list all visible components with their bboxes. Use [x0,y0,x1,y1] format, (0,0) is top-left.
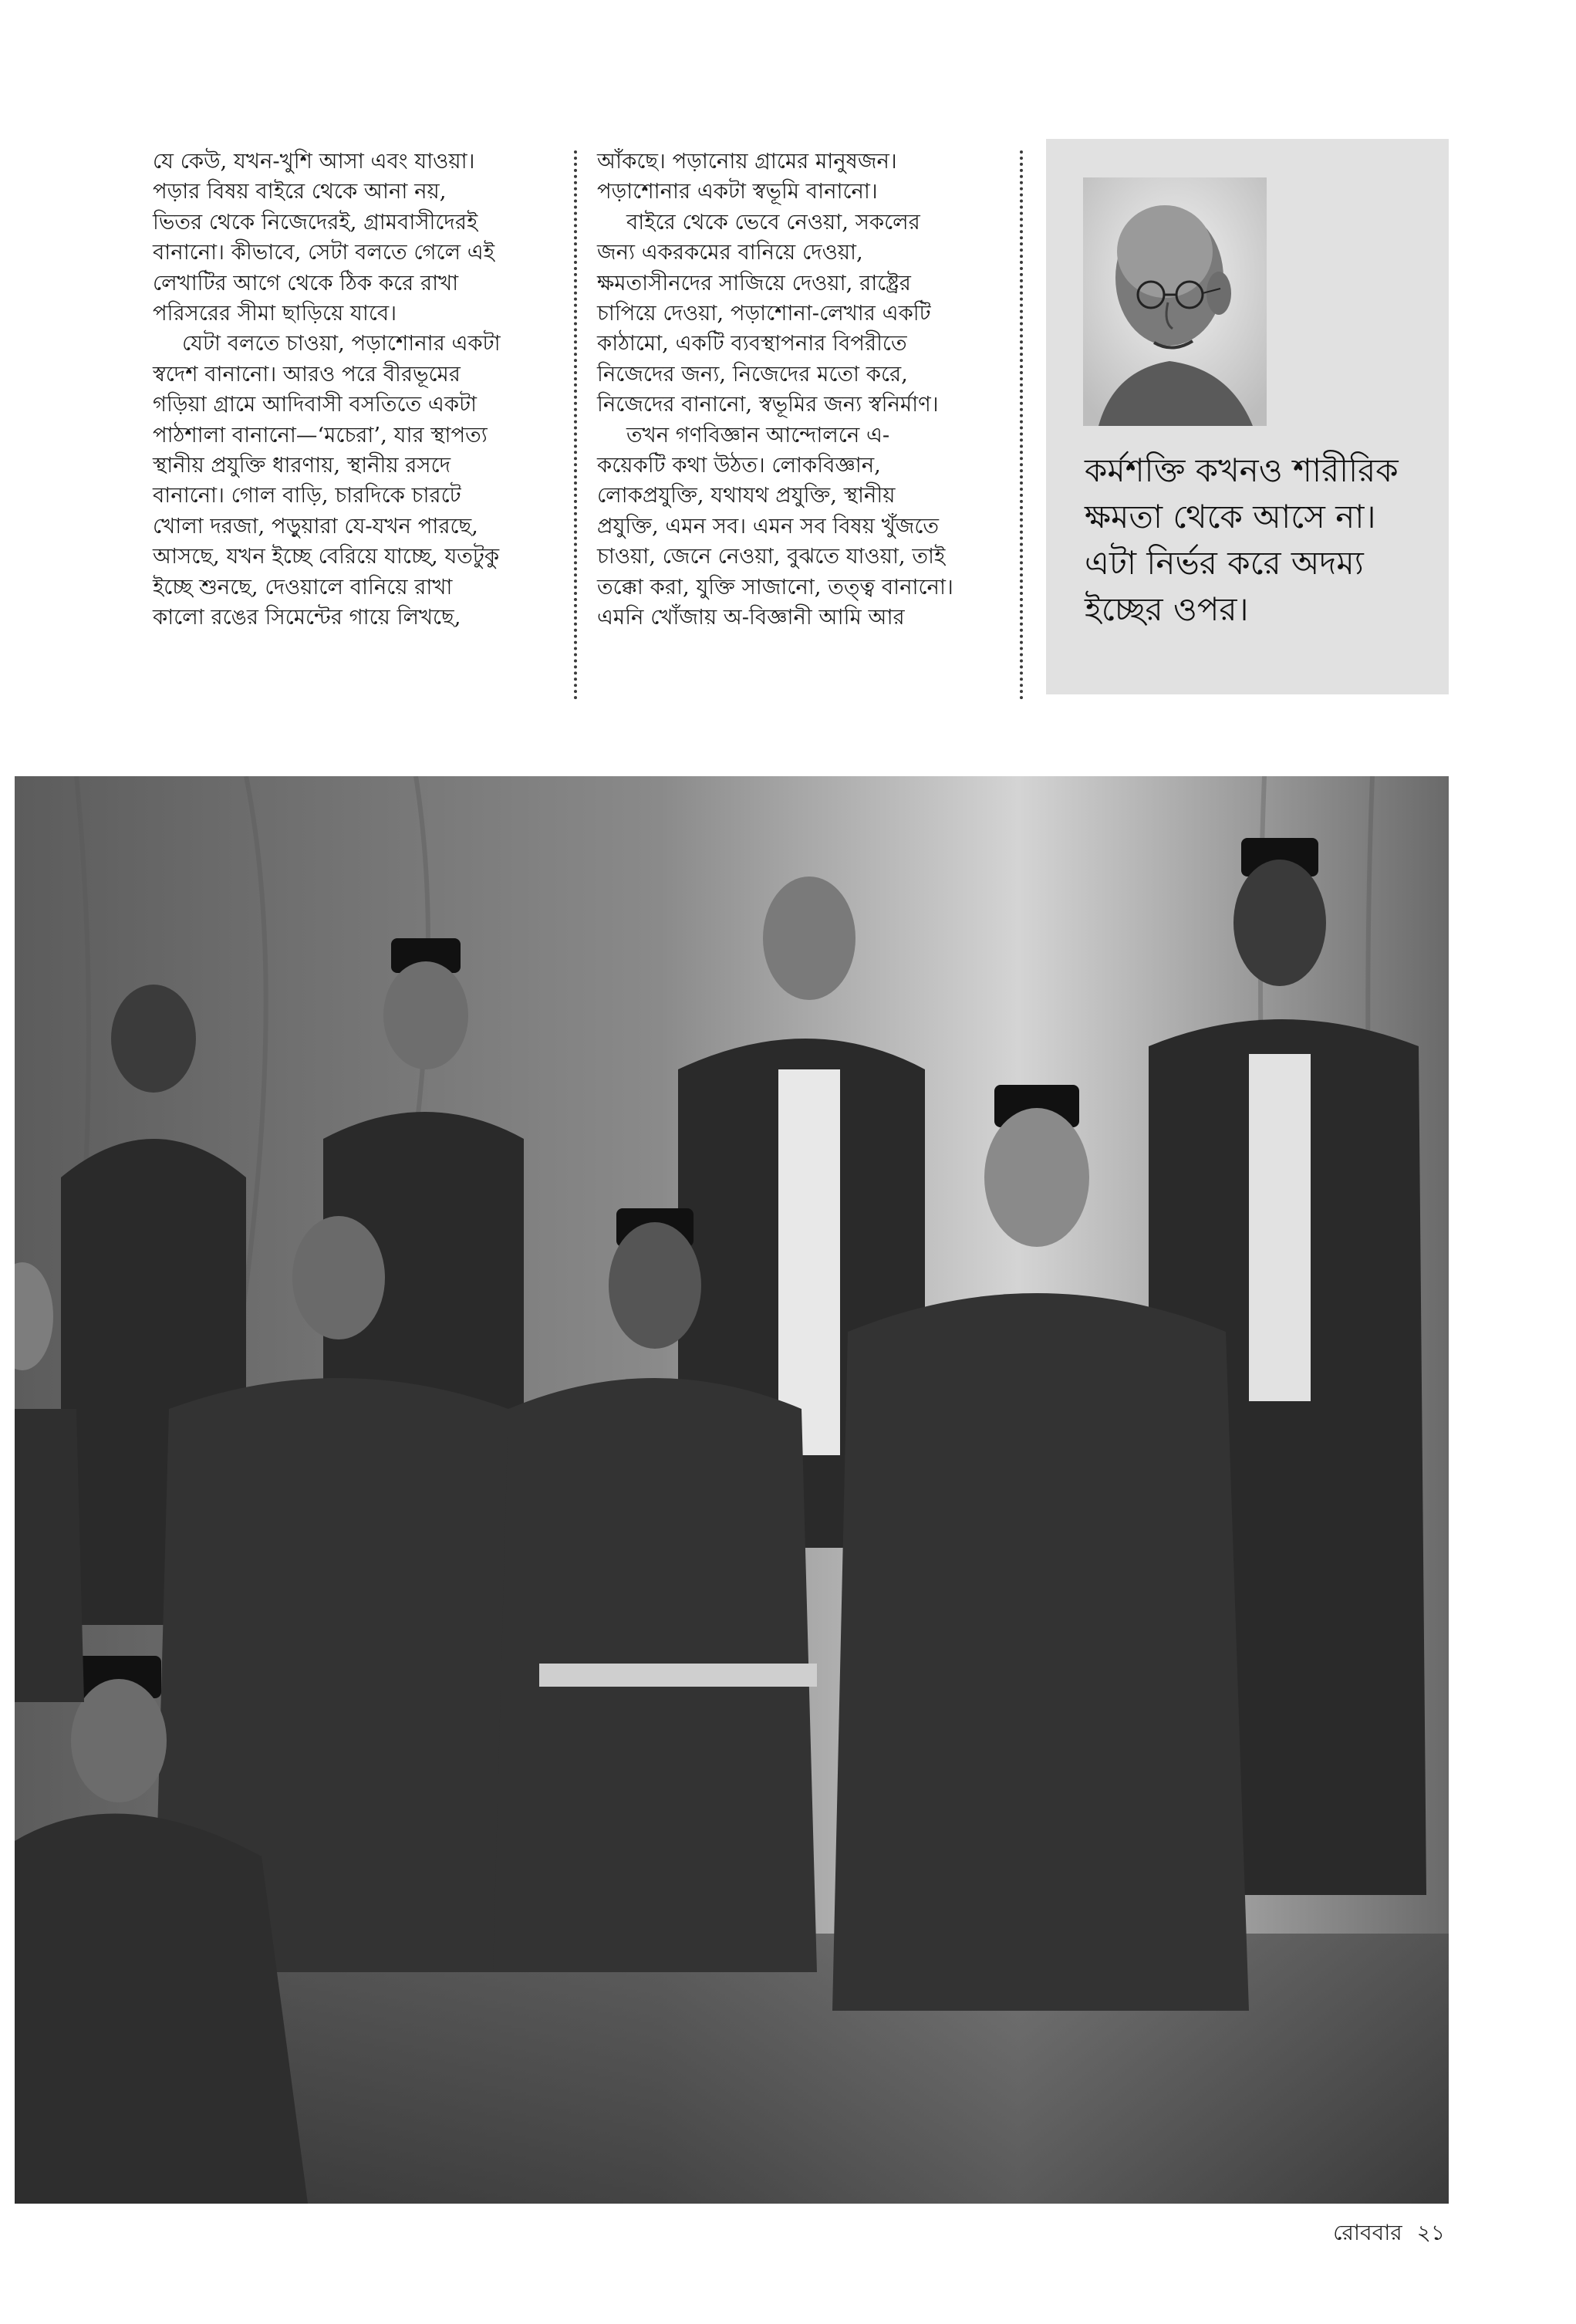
quote-line: ইচ্ছের ওপর। [1085,590,1249,628]
quote-line: কর্মশক্তি কখনও শারীরিক [1085,451,1399,489]
quote-line: ক্ষমতা থেকে আসে না। [1085,498,1376,535]
text-line: পড়ার বিষয় বাইরে থেকে আনা নয়, [153,179,447,204]
text-line: নিজেদের জন্য, নিজেদের মতো করে, [597,361,908,387]
text-line: কাঠামো, একটি ব্যবস্থাপনার বিপরীতে [597,331,907,356]
text-line: ক্ষমতাসীনদের সাজিয়ে দেওয়া, রাষ্ট্রের [597,270,911,296]
text-line: স্থানীয় প্রযুক্তি ধারণায়, স্থানীয় রসদে [153,453,451,478]
text-line: লোকপ্রযুক্তি, যথাযথ প্রযুক্তি, স্থানীয় [597,483,896,508]
page-number: ২১ [1416,2220,1445,2245]
column-divider [1020,150,1023,700]
column-divider [574,150,577,700]
page-footer [1325,2216,1445,2252]
text-line: আঁকছে। পড়ানোয় গ্রামের মানুষজন। [597,149,897,174]
text-line: ভিতর থেকে নিজেদেরই, গ্রামবাসীদেরই [153,209,478,235]
text-line: তখন গণবিজ্ঞান আন্দোলনে এ- [626,422,890,448]
text-line: গড়িয়া গ্রামে আদিবাসী বসতিতে একটা [153,392,478,417]
text-line: পাঠশালা বানানো—‘মচেরা’, যার স্থাপত্য [153,422,488,448]
quote-line: এটা নির্ভর করে অদম্য [1085,544,1364,582]
portrait-photo [1083,177,1267,426]
text-line: বাইরে থেকে ভেবে নেওয়া, সকলের [626,209,920,235]
text-line: জন্য একরকমের বানিয়ে দেওয়া, [597,240,863,265]
article-column-middle [597,147,1014,633]
text-line: যেটা বলতে চাওয়া, পড়াশোনার একটা [182,331,501,356]
text-line: নিজেদের বানানো, স্বভূমির জন্য স্বনির্মাণ। [597,392,939,417]
pull-quote [1085,448,1439,633]
text-line: স্বদেশ বানানো। আরও পরে বীরভূমের [153,361,461,387]
text-line: যে কেউ, যখন-খুশি আসা এবং যাওয়া। [153,149,475,174]
text-line: চাপিয়ে দেওয়া, পড়াশোনা-লেখার একটি [597,301,931,326]
article-column-left [153,147,554,633]
text-line: বানানো। গোল বাড়ি, চারদিকে চারটে [153,483,461,508]
magazine-name: রোববার [1333,2220,1402,2245]
text-line: খোলা দরজা, পড়ুয়ারা যে-যখন পারছে, [153,513,478,539]
text-line: কালো রঙের সিমেন্টের গায়ে লিখছে, [153,605,461,630]
text-line: লেখাটির আগে থেকে ঠিক করে রাখা [153,270,459,296]
text-line: চাওয়া, জেনে নেওয়া, বুঝতে যাওয়া, তাই [597,544,946,569]
group-photograph [15,776,1449,2204]
quote-box [1046,139,1449,694]
text-line: এমনি খোঁজায় অ-বিজ্ঞানী আমি আর [597,605,905,630]
text-line: তক্কো করা, যুক্তি সাজানো, তত্ত্ব বানানো। [597,574,953,600]
text-line: ইচ্ছে শুনছে, দেওয়ালে বানিয়ে রাখা [153,574,453,600]
text-line: পড়াশোনার একটা স্বভূমি বানানো। [597,179,878,204]
text-line: বানানো। কীভাবে, সেটা বলতে গেলে এই [153,240,495,265]
text-line: কয়েকটি কথা উঠত। লোকবিজ্ঞান, [597,453,881,478]
text-line: প্রযুক্তি, এমন সব। এমন সব বিষয় খুঁজতে [597,513,940,539]
text-line: পরিসরের সীমা ছাড়িয়ে যাবে। [153,301,397,326]
text-line: আসছে, যখন ইচ্ছে বেরিয়ে যাচ্ছে, যতটুকু [153,544,500,569]
